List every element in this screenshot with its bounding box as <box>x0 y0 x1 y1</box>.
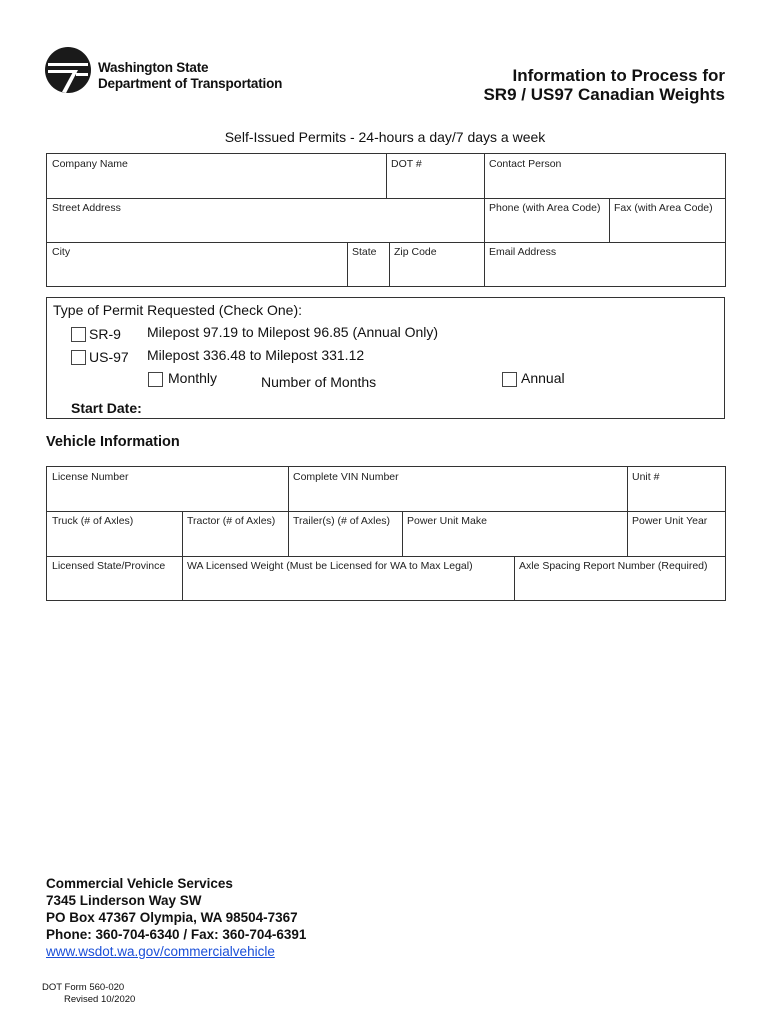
agency-name <box>98 60 282 92</box>
fax-field[interactable] <box>609 198 718 218</box>
monthly-checkbox[interactable] <box>148 372 163 387</box>
axle-spacing-report-field[interactable] <box>514 556 713 576</box>
website-link[interactable]: www.wsdot.wa.gov/commercialvehicle <box>46 944 275 959</box>
state-label: State <box>352 246 377 258</box>
us97-label: US-97 <box>89 349 129 365</box>
permit-type-heading: Type of Permit Requested (Check One): <box>53 302 302 318</box>
tractor-axles-label: Tractor (# of Axles) <box>187 515 276 527</box>
truck-axles-label: Truck (# of Axles) <box>52 515 134 527</box>
vehicle-info-table <box>46 466 726 601</box>
annual-label: Annual <box>521 370 565 386</box>
wa-licensed-weight-field[interactable] <box>182 556 478 576</box>
start-date-label: Start Date: <box>71 400 142 416</box>
zip-code-label: Zip Code <box>394 246 437 258</box>
permit-type-section <box>46 297 725 419</box>
vin-label: Complete VIN Number <box>293 471 399 483</box>
trailer-axles-field[interactable] <box>288 511 395 531</box>
street-address-field[interactable] <box>47 198 126 218</box>
us97-checkbox[interactable] <box>71 350 86 365</box>
sr9-label: SR-9 <box>89 326 121 342</box>
email-label: Email Address <box>489 246 557 258</box>
wa-licensed-weight-label: WA Licensed Weight (Must be Licensed for WA to Max Legal) <box>187 560 473 572</box>
form-number: DOT Form 560-020 <box>42 982 125 993</box>
contact-block <box>46 875 306 960</box>
vin-field[interactable] <box>288 467 404 487</box>
power-unit-make-label: Power Unit Make <box>407 515 487 527</box>
trailer-axles-label: Trailer(s) (# of Axles) <box>293 515 391 527</box>
axle-spacing-report-label: Axle Spacing Report Number (Required) <box>519 560 708 572</box>
number-of-months-label: Number of Months <box>261 374 377 390</box>
company-info-table <box>46 153 726 287</box>
tractor-axles-field[interactable] <box>182 511 280 531</box>
monthly-label: Monthly <box>168 370 218 386</box>
sr9-milepost-range: Milepost 97.19 to Milepost 96.85 (Annual Only) <box>147 324 439 340</box>
power-unit-make-field[interactable] <box>402 511 492 531</box>
agency-line-2: Department of Transportation <box>98 76 283 91</box>
power-unit-year-field[interactable] <box>627 511 712 531</box>
contact-person-label: Contact Person <box>489 158 562 170</box>
truck-axles-field[interactable] <box>47 511 138 531</box>
sr9-checkbox[interactable] <box>71 327 86 342</box>
dot-number-field[interactable] <box>386 154 427 174</box>
document-subtitle: Self-Issued Permits - 24-hours a day/7 days a week <box>224 129 546 145</box>
license-number-field[interactable] <box>47 467 133 487</box>
agency-line-1: Washington State <box>98 60 209 75</box>
contact-person-field[interactable] <box>484 154 566 174</box>
form-info <box>42 982 135 1006</box>
licensed-state-field[interactable] <box>47 556 170 576</box>
vehicle-info-heading: Vehicle Information <box>46 434 180 450</box>
fax-label: Fax (with Area Code) <box>614 202 713 214</box>
document-title <box>483 66 725 104</box>
wsdot-logo-icon <box>44 46 92 94</box>
company-name-field[interactable] <box>47 154 133 174</box>
unit-number-field[interactable] <box>627 467 664 487</box>
licensed-state-label: Licensed State/Province <box>52 560 166 572</box>
city-field[interactable] <box>47 242 75 262</box>
po-box-line: PO Box 47367 Olympia, WA 98504-7367 <box>46 910 298 925</box>
annual-checkbox[interactable] <box>502 372 517 387</box>
company-name-label: Company Name <box>52 158 128 170</box>
document-title-line-1: Information to Process for <box>512 66 725 85</box>
street-line: 7345 Linderson Way SW <box>46 893 202 908</box>
office-name: Commercial Vehicle Services <box>46 876 233 891</box>
zip-code-field[interactable] <box>389 242 442 262</box>
city-label: City <box>52 246 71 258</box>
us97-milepost-range: Milepost 336.48 to Milepost 331.12 <box>147 347 365 363</box>
street-address-label: Street Address <box>52 202 121 214</box>
document-title-line-2: SR9 / US97 Canadian Weights <box>483 85 725 104</box>
phone-label: Phone (with Area Code) <box>489 202 601 214</box>
phone-field[interactable] <box>484 198 605 218</box>
dot-number-label: DOT # <box>391 158 422 170</box>
state-field[interactable] <box>347 242 382 262</box>
phone-fax-line: Phone: 360-704-6340 / Fax: 360-704-6391 <box>46 927 307 942</box>
email-field[interactable] <box>484 242 561 262</box>
unit-number-label: Unit # <box>632 471 660 483</box>
power-unit-year-label: Power Unit Year <box>632 515 708 527</box>
revision-date: Revised 10/2020 <box>64 994 136 1005</box>
license-number-label: License Number <box>52 471 129 483</box>
